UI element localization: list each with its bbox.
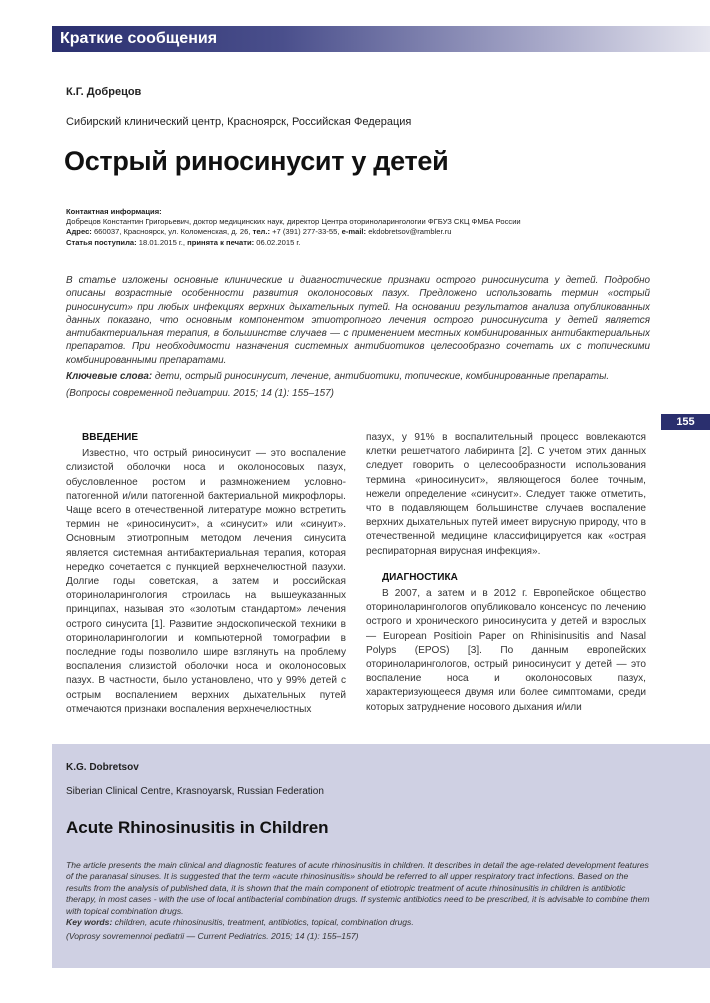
body-column-2 [366, 431, 646, 715]
en-title: Acute Rhinosinusitis in Children [66, 818, 329, 837]
tel: +7 (391) 277-33-55, [272, 227, 340, 237]
tel-label: тел.: [252, 227, 270, 237]
page-number: 155 [661, 414, 710, 430]
en-keywords-label: Key words: [66, 917, 113, 928]
section-title: Краткие сообщения [60, 30, 218, 47]
en-author: K.G. Dobretsov [66, 762, 139, 773]
article-title: Острый риносинусит у детей [64, 146, 449, 176]
keywords [66, 370, 650, 383]
received-label: Статья поступила: [66, 237, 137, 247]
keywords-label: Ключевые слова: [66, 371, 153, 383]
body-column-1 [66, 431, 346, 717]
keywords-text: дети, острый риносинусит, лечение, антибиотики, топические, комбинированные препараты. [154, 371, 610, 383]
abstract-ru [66, 274, 650, 401]
received-date: 18.01.2015 г., [138, 237, 185, 247]
contact-person: Добрецов Константин Григорьевич, доктор медицинских наук, директор Центра оториноларингологии ФГБУЗ СКЦ ФМБА России [66, 217, 521, 227]
address: 660037, Красноярск, ул. Коломенская, д. 26, [93, 227, 251, 237]
column2-text: пазух, у 91% в воспалительный процесс вовлекаются клетки решетчатого лабиринта [2]. С учетом этих данных следует говорить о целесообразности использования термина «риносинусит», являющегося более точным, нежели определение «синусит». Следует также отметить, что в подавляющем большинстве случаев воспаление верхних дыхательных путей имеет вирусную природу, что в отечественной медицине классифицируется как «острая респираторная вирусная инфекция». [366, 432, 646, 557]
diagnostics-text: В 2007, а затем и в 2012 г. Европейское общество оториноларингологов опубликовало консенсус по лечению острого и хронического риносинусита у детей и взрослых — European Positioin Paper on Rhinisinusitis and Nasal Polyps (EPOS) [3]. По данным европейских оториноларингологов, острый риносинусит у детей — это воспаление носа и околоносовых пазух, характеризующееся двумя или более симптомами, среди которых затруднение носового дыхания и/или [366, 588, 646, 713]
contact-info [66, 207, 656, 248]
email-label: e-mail: [341, 227, 367, 237]
email[interactable]: ekdobretsov@rambler.ru [368, 227, 452, 237]
en-affiliation: Siberian Clinical Centre, Krasnoyarsk, Russian Federation [66, 786, 324, 797]
intro-heading: ВВЕДЕНИЕ [82, 432, 138, 443]
accepted-date: 06.02.2015 г. [256, 237, 301, 247]
diagnostics-heading: ДИАГНОСТИКА [382, 571, 458, 583]
intro-text: Известно, что острый риносинусит — это воспаление слизистой оболочки носа и околоносовых пазух, обусловленное ростом и размножением условно-патогенной и/или патогенной бактериальной микрофлоры. Чаще всего в отечественной литературе можно встретить термин не «риносинусит», а «синусит» или «синуит». Основным этиотропным методом лечения синусита является системная антибактериальная терапия, которая нередко сочетается с пункцией верхнечелюстной пазухи. Долгие годы советская, а затем и российская оториноларингология строилась на вышеуказанных принципах, называя это «золотым стандартом» лечения острого синусита [1]. Развитие эндоскопической техники в оториноларингологии и компьютерной томографии в последние годы позволило шире взглянуть на проблему воспаления слизистой оболочки носа и околоносовых пазух. В частности, было установлено, что у 99% детей с острым воспалением верхних дыхательных путей отмечаются признаки воспаления верхнечелюстных [66, 448, 346, 715]
address-label: Адрес: [66, 227, 92, 237]
citation: (Вопросы современной педиатрии. 2015; 14 (1): 155–157) [66, 388, 334, 400]
accepted-label: принята к печати: [187, 237, 255, 247]
abstract-text: В статье изложены основные клинические и диагностические признаки острого риносинусита у детей. Подробно описаны возрастные особенности развития околоносовых пазух. Предложено использовать термин «острый риносинусит» при любых инфекциях верхних дыхательных путей. На основании результатов анализа опубликованных данных показано, что основным компонентом этиотропного лечения острого риносинусита у детей является антибактериальная терапия, в большинстве случаев — с применением местных комбинированных антибактериальных препаратов. При необходимости назначения системных антибиотиков целесообразно сочетать их с топическими комбинированными препаратами. [66, 275, 650, 366]
contact-label: Контактная информация: [66, 207, 162, 216]
en-citation: (Voprosy sovremennoi pediatrii — Current Pediatrics. 2015; 14 (1): 155–157) [66, 931, 359, 942]
author: К.Г. Добрецов [66, 86, 142, 98]
abstract-en [66, 860, 650, 943]
affiliation: Сибирский клинический центр, Красноярск, Российская Федерация [66, 116, 412, 128]
en-abstract-text: The article presents the main clinical and diagnostic features of acute rhinosinusitis in children. It describes in detail the age-related development features of the paranasal sinuses. It is suggested that the term «acute rhinosinusitis» should be referred to all upper respiratory tract infections. Based on the results from the analysis of published data, it is shown that the main component of etiotropic treatment of acute rhinosinusitis in children is antibiotic therapy, in most cases - with the use of local antibacterial combination drugs. If systemic antibiotics need to be prescribed, it is advisable to combine them with topical combination drugs. [66, 860, 650, 916]
en-keywords-text: children, acute rhinosinusitis, treatment, antibiotics, topical, combination drugs. [114, 917, 414, 928]
en-keywords [66, 917, 650, 928]
